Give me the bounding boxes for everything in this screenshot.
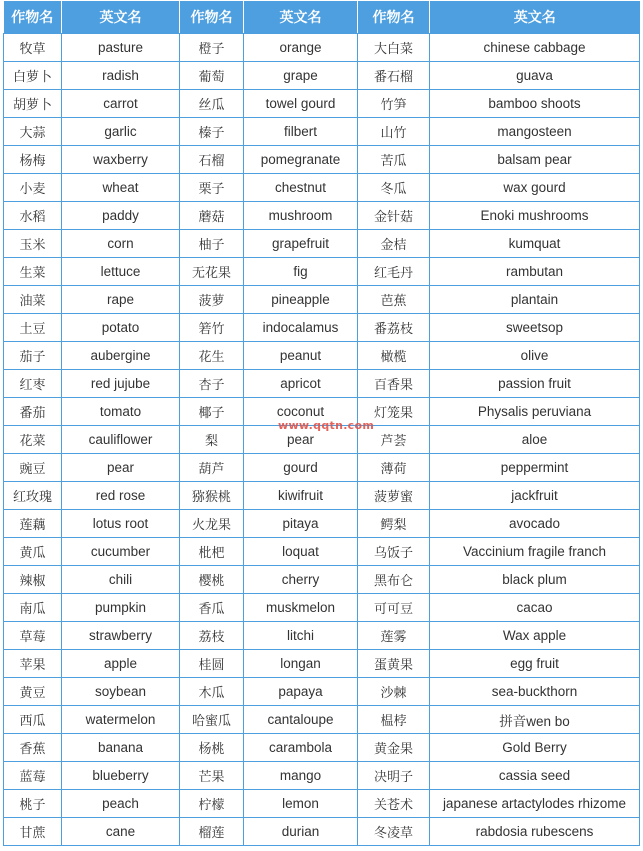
crop-name-cell: 大蒜 [4,118,62,146]
english-name-cell: corn [62,230,180,258]
table-row [4,566,640,594]
table-body [4,34,640,846]
crop-name-cell: 芦荟 [358,426,430,454]
english-name-cell: rambutan [430,258,640,286]
header-crop-name: 作物名 [180,1,244,34]
crop-name-cell: 苦瓜 [358,146,430,174]
table-row [4,202,640,230]
english-name-cell: peach [62,790,180,818]
table-row [4,90,640,118]
crop-name-table [3,1,640,846]
english-name-cell: cassia seed [430,762,640,790]
crop-name-cell: 百香果 [358,370,430,398]
english-name-cell: lotus root [62,510,180,538]
english-name-cell: wheat [62,174,180,202]
crop-name-cell: 芭蕉 [358,286,430,314]
crop-name-cell: 南瓜 [4,594,62,622]
crop-name-cell: 竹笋 [358,90,430,118]
table-row [4,538,640,566]
crop-name-cell: 灯笼果 [358,398,430,426]
english-name-cell: rape [62,286,180,314]
english-name-cell: cherry [244,566,358,594]
crop-name-cell: 箬竹 [180,314,244,342]
english-name-cell: orange [244,34,358,62]
crop-name-cell: 黄瓜 [4,538,62,566]
english-name-cell: sweetsop [430,314,640,342]
english-name-cell: potato [62,314,180,342]
crop-name-cell: 土豆 [4,314,62,342]
english-name-cell: aubergine [62,342,180,370]
crop-name-cell: 栗子 [180,174,244,202]
english-name-cell: Vaccinium fragile franch [430,538,640,566]
crop-name-cell: 关苍术 [358,790,430,818]
crop-name-cell: 荔枝 [180,622,244,650]
table-row [4,762,640,790]
crop-name-cell: 番茄 [4,398,62,426]
english-name-cell: peanut [244,342,358,370]
crop-name-cell: 橙子 [180,34,244,62]
table-row [4,622,640,650]
english-name-cell: blueberry [62,762,180,790]
table-row [4,510,640,538]
table-row [4,258,640,286]
english-name-cell: cantaloupe [244,706,358,734]
crop-name-cell: 冬瓜 [358,174,430,202]
crop-name-cell: 菠萝 [180,286,244,314]
crop-name-cell: 甘蔗 [4,818,62,846]
english-name-cell: 拼音wen bo [430,706,640,734]
english-name-cell: coconut [244,398,358,426]
crop-name-cell: 小麦 [4,174,62,202]
english-name-cell: carambola [244,734,358,762]
table-row [4,62,640,90]
crop-name-cell: 黄豆 [4,678,62,706]
crop-name-cell: 杏子 [180,370,244,398]
header-crop-name: 作物名 [358,1,430,34]
english-name-cell: chili [62,566,180,594]
crop-name-cell: 樱桃 [180,566,244,594]
english-name-cell: indocalamus [244,314,358,342]
table-row [4,594,640,622]
crop-name-cell: 石榴 [180,146,244,174]
english-name-cell: strawberry [62,622,180,650]
english-name-cell: Wax apple [430,622,640,650]
table-row [4,482,640,510]
table-row [4,454,640,482]
table-row [4,174,640,202]
crop-name-cell: 乌饭子 [358,538,430,566]
english-name-cell: loquat [244,538,358,566]
header-crop-name: 作物名 [4,1,62,34]
crop-name-cell: 杨梅 [4,146,62,174]
english-name-cell: soybean [62,678,180,706]
english-name-cell: mushroom [244,202,358,230]
english-name-cell: peppermint [430,454,640,482]
crop-name-cell: 椰子 [180,398,244,426]
english-name-cell: japanese artactylodes rhizome [430,790,640,818]
english-name-cell: towel gourd [244,90,358,118]
crop-name-cell: 沙棘 [358,678,430,706]
crop-name-cell: 莲雾 [358,622,430,650]
table-row [4,34,640,62]
crop-name-cell: 山竹 [358,118,430,146]
english-name-cell: aloe [430,426,640,454]
english-name-cell: litchi [244,622,358,650]
crop-name-cell: 生菜 [4,258,62,286]
header-row [4,1,640,34]
crop-name-cell: 橄榄 [358,342,430,370]
table-row [4,314,640,342]
english-name-cell: apple [62,650,180,678]
table-row [4,118,640,146]
english-name-cell: kiwifruit [244,482,358,510]
crop-name-cell: 胡萝卜 [4,90,62,118]
english-name-cell: Gold Berry [430,734,640,762]
crop-name-cell: 黑布仑 [358,566,430,594]
crop-name-cell: 枇杷 [180,538,244,566]
english-name-cell: cucumber [62,538,180,566]
crop-name-cell: 榅桲 [358,706,430,734]
crop-name-cell: 柠檬 [180,790,244,818]
english-name-cell: muskmelon [244,594,358,622]
english-name-cell: jackfruit [430,482,640,510]
english-name-cell: mango [244,762,358,790]
english-name-cell: wax gourd [430,174,640,202]
english-name-cell: red jujube [62,370,180,398]
english-name-cell: watermelon [62,706,180,734]
english-name-cell: carrot [62,90,180,118]
crop-name-cell: 茄子 [4,342,62,370]
english-name-cell: Physalis peruviana [430,398,640,426]
crop-name-cell: 大白菜 [358,34,430,62]
table-row [4,230,640,258]
english-name-cell: tomato [62,398,180,426]
table-row [4,818,640,846]
english-name-cell: lettuce [62,258,180,286]
crop-name-cell: 榴莲 [180,818,244,846]
crop-name-cell: 牧草 [4,34,62,62]
crop-name-cell: 水稻 [4,202,62,230]
crop-name-cell: 柚子 [180,230,244,258]
english-name-cell: gourd [244,454,358,482]
crop-name-cell: 花菜 [4,426,62,454]
english-name-cell: balsam pear [430,146,640,174]
english-name-cell: rabdosia rubescens [430,818,640,846]
crop-name-cell: 辣椒 [4,566,62,594]
english-name-cell: pineapple [244,286,358,314]
english-name-cell: garlic [62,118,180,146]
crop-name-cell: 榛子 [180,118,244,146]
table-row [4,650,640,678]
crop-name-cell: 葫芦 [180,454,244,482]
crop-name-cell: 红毛丹 [358,258,430,286]
crop-name-cell: 决明子 [358,762,430,790]
english-name-cell: chinese cabbage [430,34,640,62]
crop-name-cell: 花生 [180,342,244,370]
crop-name-cell: 草莓 [4,622,62,650]
crop-name-cell: 西瓜 [4,706,62,734]
watermark: www.qqtn.com [278,419,375,432]
crop-name-cell: 油菜 [4,286,62,314]
english-name-cell: black plum [430,566,640,594]
header-english-name: 英文名 [244,1,358,34]
header-english-name: 英文名 [430,1,640,34]
english-name-cell: mangosteen [430,118,640,146]
english-name-cell: egg fruit [430,650,640,678]
english-name-cell: passion fruit [430,370,640,398]
english-name-cell: plantain [430,286,640,314]
crop-name-cell: 蛋黄果 [358,650,430,678]
crop-name-cell: 蘑菇 [180,202,244,230]
english-name-cell: grape [244,62,358,90]
crop-name-cell: 火龙果 [180,510,244,538]
english-name-cell: pear [62,454,180,482]
crop-name-cell: 木瓜 [180,678,244,706]
english-name-cell: cane [62,818,180,846]
crop-name-cell: 猕猴桃 [180,482,244,510]
crop-name-cell: 苹果 [4,650,62,678]
crop-name-cell: 菠萝蜜 [358,482,430,510]
english-name-cell: avocado [430,510,640,538]
crop-name-cell: 冬凌草 [358,818,430,846]
crop-name-cell: 豌豆 [4,454,62,482]
crop-name-cell: 莲藕 [4,510,62,538]
crop-name-cell: 白萝卜 [4,62,62,90]
english-name-cell: durian [244,818,358,846]
english-name-cell: guava [430,62,640,90]
crop-name-cell: 金针菇 [358,202,430,230]
table-row [4,146,640,174]
english-name-cell: pitaya [244,510,358,538]
english-name-cell: olive [430,342,640,370]
english-name-cell: pumpkin [62,594,180,622]
crop-name-cell: 芒果 [180,762,244,790]
crop-name-cell: 番石榴 [358,62,430,90]
english-name-cell: filbert [244,118,358,146]
crop-name-cell: 鳄梨 [358,510,430,538]
table-row [4,426,640,454]
table-row [4,370,640,398]
crop-name-cell: 番荔枝 [358,314,430,342]
english-name-cell: bamboo shoots [430,90,640,118]
english-name-cell: grapefruit [244,230,358,258]
english-name-cell: fig [244,258,358,286]
english-name-cell: chestnut [244,174,358,202]
english-name-cell: pear [244,426,358,454]
crop-name-cell: 可可豆 [358,594,430,622]
crop-name-cell: 香瓜 [180,594,244,622]
crop-name-cell: 梨 [180,426,244,454]
english-name-cell: sea-buckthorn [430,678,640,706]
english-name-cell: papaya [244,678,358,706]
table-row [4,678,640,706]
table-row [4,286,640,314]
english-name-cell: waxberry [62,146,180,174]
crop-name-cell: 丝瓜 [180,90,244,118]
english-name-cell: pasture [62,34,180,62]
english-name-cell: cauliflower [62,426,180,454]
english-name-cell: pomegranate [244,146,358,174]
crop-name-cell: 金桔 [358,230,430,258]
english-name-cell: red rose [62,482,180,510]
english-name-cell: lemon [244,790,358,818]
crop-name-cell: 红玫瑰 [4,482,62,510]
table-row [4,790,640,818]
crop-name-cell: 葡萄 [180,62,244,90]
crop-name-cell: 香蕉 [4,734,62,762]
english-name-cell: cacao [430,594,640,622]
english-name-cell: paddy [62,202,180,230]
english-name-cell: banana [62,734,180,762]
table-row [4,734,640,762]
crop-name-cell: 无花果 [180,258,244,286]
crop-name-cell: 哈蜜瓜 [180,706,244,734]
crop-name-cell: 蓝莓 [4,762,62,790]
crop-name-cell: 杨桃 [180,734,244,762]
crop-name-cell: 红枣 [4,370,62,398]
crop-name-cell: 桂圆 [180,650,244,678]
english-name-cell: kumquat [430,230,640,258]
table-row [4,398,640,426]
crop-name-cell: 桃子 [4,790,62,818]
table-row [4,342,640,370]
english-name-cell: radish [62,62,180,90]
english-name-cell: apricot [244,370,358,398]
crop-name-cell: 黄金果 [358,734,430,762]
crop-name-cell: 玉米 [4,230,62,258]
crop-name-cell: 薄荷 [358,454,430,482]
header-english-name: 英文名 [62,1,180,34]
english-name-cell: longan [244,650,358,678]
table-row [4,706,640,734]
english-name-cell: Enoki mushrooms [430,202,640,230]
